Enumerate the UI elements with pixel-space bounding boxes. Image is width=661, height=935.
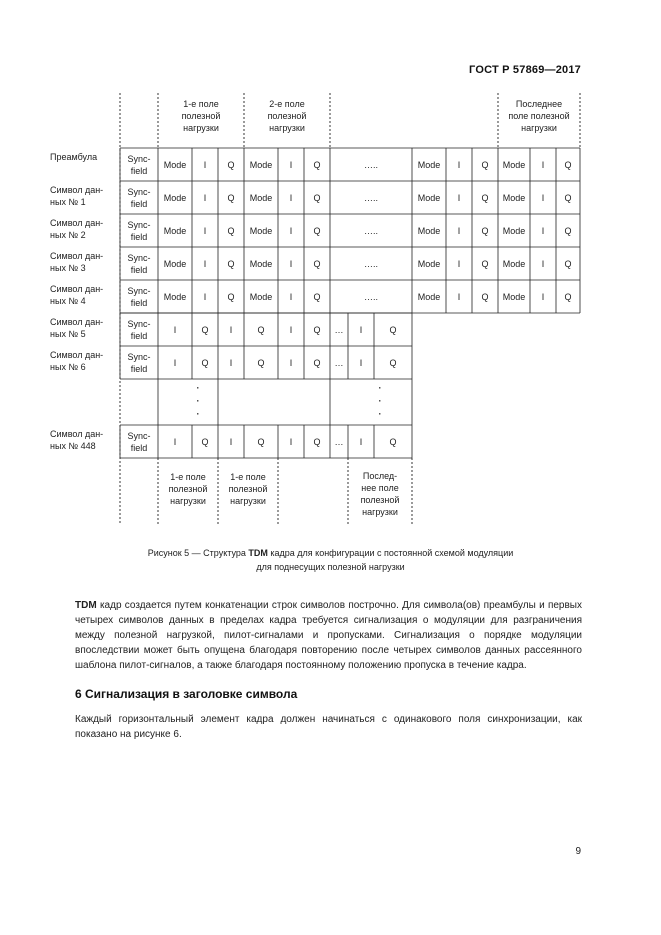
row-label-line: ных № 5 bbox=[50, 329, 86, 339]
ellipsis-cell bbox=[330, 425, 348, 458]
mode-cell bbox=[498, 181, 530, 214]
row-label-6 bbox=[50, 349, 120, 373]
mode-cell-line: Mode bbox=[249, 258, 273, 269]
mode-cell-line: Mode bbox=[163, 291, 187, 302]
sync-field-cell-line: field bbox=[130, 363, 148, 374]
header-payload-last-line: Последнее bbox=[515, 99, 563, 109]
i-cell bbox=[278, 181, 304, 214]
mode-cell bbox=[498, 148, 530, 181]
mode-cell-line: Mode bbox=[163, 258, 187, 269]
mode-cell bbox=[412, 214, 446, 247]
q-cell-line: Q bbox=[313, 192, 321, 203]
caption-bold: TDM bbox=[248, 548, 268, 558]
i-cell bbox=[278, 280, 304, 313]
i-cell bbox=[530, 181, 556, 214]
ellipsis-cell-line: ….. bbox=[363, 291, 378, 302]
sync-field-cell-line: Sync- bbox=[127, 351, 151, 362]
sync-field-cell-line: field bbox=[130, 165, 148, 176]
q-cell-line: Q bbox=[564, 225, 572, 236]
mode-cell bbox=[412, 247, 446, 280]
mode-cell bbox=[244, 181, 278, 214]
i-cell bbox=[446, 181, 472, 214]
q-cell bbox=[556, 280, 580, 313]
row-label-line: Символ дан- bbox=[50, 350, 104, 360]
header-payload-2-line: 2-е поле bbox=[269, 99, 305, 109]
q-cell bbox=[472, 247, 498, 280]
mode-cell-line: Mode bbox=[163, 225, 187, 236]
row-label-line: ных № 448 bbox=[50, 441, 96, 451]
row-label-line: Символ дан- bbox=[50, 317, 104, 327]
paragraph-tdm-text: кадр создается путем конкатенации строк символов построчно. Для символа(ов) преамбулы и первых четырех символов данных в пределах кадра требуется сигнализация о модуляции для разграничения между полезной нагрузкой, пилот-сигналами и пропусками. Сигнализация о порядке модуляции впоследствии может быть опущена благодаря повторению после четырех символов данных рассеянного шаблона пилот-сигналов, а также благодаря постоянному положению пропуска в течение кадра. bbox=[75, 600, 582, 671]
i-cell bbox=[278, 313, 304, 346]
q-cell bbox=[244, 346, 278, 379]
row-label-0 bbox=[50, 151, 120, 163]
i-cell-line: I bbox=[541, 225, 545, 236]
page-number: 9 bbox=[575, 846, 581, 857]
mode-cell-line: Mode bbox=[502, 192, 526, 203]
q-cell bbox=[472, 214, 498, 247]
paragraph-tdm-bold: TDM bbox=[75, 600, 97, 611]
ellipsis-cell bbox=[330, 181, 412, 214]
ellipsis-cell-line: ….. bbox=[363, 192, 378, 203]
q-cell-line: Q bbox=[227, 291, 235, 302]
i-cell bbox=[192, 181, 218, 214]
q-cell-line: Q bbox=[257, 357, 265, 368]
figure-caption bbox=[0, 546, 661, 574]
i-cell bbox=[446, 280, 472, 313]
sync-field-cell-line: field bbox=[130, 231, 148, 242]
i-cell-line: I bbox=[229, 357, 233, 368]
row-label-3 bbox=[50, 250, 120, 274]
header-payload-1-line: 1-е поле bbox=[183, 99, 219, 109]
header-payload-last bbox=[498, 96, 580, 136]
row-label-line: ных № 4 bbox=[50, 296, 86, 306]
i-cell bbox=[218, 313, 244, 346]
ellipsis-cell bbox=[330, 148, 412, 181]
footer-payload-2-line: нагрузки bbox=[230, 496, 266, 506]
mode-cell-line: Mode bbox=[417, 258, 441, 269]
q-cell-line: Q bbox=[481, 225, 489, 236]
q-cell-line: Q bbox=[564, 159, 572, 170]
footer-payload-1-line: нагрузки bbox=[170, 496, 206, 506]
i-cell-line: I bbox=[229, 436, 233, 447]
q-cell-line: Q bbox=[481, 258, 489, 269]
mode-cell-line: Mode bbox=[249, 192, 273, 203]
ellipsis-cell bbox=[330, 214, 412, 247]
mode-cell bbox=[498, 247, 530, 280]
sync-field-cell bbox=[120, 346, 158, 379]
i-cell-line: I bbox=[457, 192, 461, 203]
ellipsis-cell bbox=[330, 313, 348, 346]
i-cell bbox=[218, 425, 244, 458]
q-cell bbox=[218, 280, 244, 313]
sync-field-cell bbox=[120, 181, 158, 214]
q-cell-line: Q bbox=[201, 436, 209, 447]
q-cell bbox=[472, 181, 498, 214]
q-cell bbox=[244, 313, 278, 346]
i-cell-line: I bbox=[203, 192, 207, 203]
q-cell-line: Q bbox=[227, 159, 235, 170]
i-cell-line: I bbox=[457, 258, 461, 269]
sync-field-cell-line: field bbox=[130, 297, 148, 308]
q-cell bbox=[374, 425, 412, 458]
i-cell bbox=[530, 247, 556, 280]
q-cell bbox=[218, 214, 244, 247]
i-cell bbox=[192, 148, 218, 181]
footer-payload-last-line: нее поле bbox=[361, 483, 399, 493]
mode-cell-line: Mode bbox=[502, 291, 526, 302]
q-cell bbox=[304, 181, 330, 214]
header-payload-last-line: нагрузки bbox=[521, 123, 557, 133]
footer-payload-2-line: 1-е поле bbox=[230, 472, 266, 482]
sync-field-cell bbox=[120, 280, 158, 313]
i-cell bbox=[158, 313, 192, 346]
q-cell-line: Q bbox=[564, 291, 572, 302]
mode-cell bbox=[412, 181, 446, 214]
q-cell bbox=[556, 148, 580, 181]
i-cell bbox=[530, 280, 556, 313]
q-cell bbox=[556, 214, 580, 247]
q-cell-line: Q bbox=[227, 258, 235, 269]
mode-cell-line: Mode bbox=[417, 225, 441, 236]
q-cell bbox=[374, 313, 412, 346]
i-cell bbox=[446, 214, 472, 247]
vertical-dot: · bbox=[378, 396, 382, 406]
i-cell-line: I bbox=[541, 258, 545, 269]
q-cell bbox=[304, 214, 330, 247]
row-label-line: ных № 1 bbox=[50, 197, 86, 207]
mode-cell-line: Mode bbox=[502, 258, 526, 269]
header-payload-last-line: поле полезной bbox=[508, 111, 570, 121]
q-cell-line: Q bbox=[227, 192, 235, 203]
i-cell bbox=[218, 346, 244, 379]
q-cell bbox=[304, 247, 330, 280]
row-label-line: Символ дан- bbox=[50, 218, 104, 228]
caption-line2: для поднесущих полезной нагрузки bbox=[256, 562, 405, 572]
vertical-dot: · bbox=[196, 409, 200, 419]
row-label-4 bbox=[50, 283, 120, 307]
i-cell bbox=[446, 148, 472, 181]
footer-payload-last-line: Послед- bbox=[362, 471, 398, 481]
sync-field-cell bbox=[120, 425, 158, 458]
i-cell-line: I bbox=[457, 291, 461, 302]
row-label-5 bbox=[50, 316, 120, 340]
row-label-1 bbox=[50, 184, 120, 208]
sync-field-cell bbox=[120, 247, 158, 280]
ellipsis-cell-line: ….. bbox=[363, 225, 378, 236]
header-payload-1 bbox=[158, 96, 244, 136]
i-cell bbox=[278, 214, 304, 247]
footer-payload-last-line: нагрузки bbox=[362, 507, 398, 517]
caption-suffix: кадра для конфигурации с постоянной схемой модуляции bbox=[267, 548, 514, 558]
i-cell-line: I bbox=[289, 225, 293, 236]
q-cell-line: Q bbox=[481, 291, 489, 302]
ellipsis-cell-line: … bbox=[334, 436, 344, 447]
q-cell bbox=[374, 346, 412, 379]
sync-field-cell-line: Sync- bbox=[127, 219, 151, 230]
i-cell bbox=[278, 148, 304, 181]
ellipsis-cell bbox=[330, 346, 348, 379]
i-cell bbox=[192, 247, 218, 280]
mode-cell bbox=[244, 148, 278, 181]
header-payload-2-line: нагрузки bbox=[269, 123, 305, 133]
q-cell bbox=[472, 148, 498, 181]
q-cell-line: Q bbox=[313, 225, 321, 236]
q-cell bbox=[218, 148, 244, 181]
i-cell bbox=[192, 280, 218, 313]
i-cell bbox=[278, 425, 304, 458]
i-cell-line: I bbox=[289, 258, 293, 269]
ellipsis-cell-line: … bbox=[334, 324, 344, 335]
i-cell bbox=[278, 247, 304, 280]
q-cell bbox=[556, 247, 580, 280]
i-cell-line: I bbox=[359, 436, 363, 447]
i-cell bbox=[348, 425, 374, 458]
q-cell-line: Q bbox=[201, 357, 209, 368]
i-cell-line: I bbox=[541, 159, 545, 170]
q-cell bbox=[304, 313, 330, 346]
sync-field-cell-line: field bbox=[130, 198, 148, 209]
header-payload-2 bbox=[244, 96, 330, 136]
mode-cell-line: Mode bbox=[417, 159, 441, 170]
footer-payload-1 bbox=[158, 468, 218, 510]
q-cell-line: Q bbox=[389, 436, 397, 447]
ellipsis-cell bbox=[330, 280, 412, 313]
row-label-line: ных № 6 bbox=[50, 362, 86, 372]
q-cell bbox=[244, 425, 278, 458]
mode-cell bbox=[158, 181, 192, 214]
mode-cell-line: Mode bbox=[417, 291, 441, 302]
row-label-line: Символ дан- bbox=[50, 185, 104, 195]
q-cell-line: Q bbox=[313, 436, 321, 447]
section-heading: 6 Сигнализация в заголовке символа bbox=[75, 687, 298, 701]
sync-field-cell-line: Sync- bbox=[127, 285, 151, 296]
mode-cell-line: Mode bbox=[417, 192, 441, 203]
i-cell bbox=[446, 247, 472, 280]
q-cell-line: Q bbox=[481, 192, 489, 203]
q-cell bbox=[556, 181, 580, 214]
mode-cell bbox=[244, 280, 278, 313]
row-label-line: Символ дан- bbox=[50, 429, 104, 439]
row-label-line: Преамбула bbox=[50, 152, 98, 162]
vertical-dot: · bbox=[378, 383, 382, 393]
sync-field-cell-line: Sync- bbox=[127, 186, 151, 197]
mode-cell-line: Mode bbox=[249, 159, 273, 170]
mode-cell bbox=[412, 280, 446, 313]
sync-field-cell-line: Sync- bbox=[127, 153, 151, 164]
footer-payload-2-line: полезной bbox=[228, 484, 268, 494]
i-cell bbox=[530, 214, 556, 247]
i-cell-line: I bbox=[457, 159, 461, 170]
i-cell-line: I bbox=[359, 324, 363, 335]
i-cell bbox=[158, 425, 192, 458]
ellipsis-cell-line: ….. bbox=[363, 159, 378, 170]
mode-cell bbox=[412, 148, 446, 181]
ellipsis-cell bbox=[330, 247, 412, 280]
q-cell-line: Q bbox=[227, 225, 235, 236]
sync-field-cell-line: Sync- bbox=[127, 318, 151, 329]
q-cell bbox=[192, 425, 218, 458]
i-cell-line: I bbox=[289, 159, 293, 170]
mode-cell bbox=[498, 214, 530, 247]
q-cell bbox=[304, 425, 330, 458]
mode-cell-line: Mode bbox=[249, 225, 273, 236]
document-id: ГОСТ Р 57869—2017 bbox=[469, 64, 581, 76]
mode-cell bbox=[158, 247, 192, 280]
footer-payload-last-line: полезной bbox=[360, 495, 400, 505]
ellipsis-cell-line: ….. bbox=[363, 258, 378, 269]
footer-payload-1-line: полезной bbox=[168, 484, 208, 494]
ellipsis-cell-line: … bbox=[334, 357, 344, 368]
mode-cell-line: Mode bbox=[502, 159, 526, 170]
i-cell bbox=[530, 148, 556, 181]
q-cell bbox=[304, 346, 330, 379]
i-cell-line: I bbox=[173, 436, 177, 447]
row-label-line: ных № 2 bbox=[50, 230, 86, 240]
mode-cell-line: Mode bbox=[163, 192, 187, 203]
q-cell-line: Q bbox=[313, 324, 321, 335]
mode-cell bbox=[244, 247, 278, 280]
mode-cell-line: Mode bbox=[502, 225, 526, 236]
i-cell-line: I bbox=[289, 192, 293, 203]
sync-field-cell-line: field bbox=[130, 330, 148, 341]
i-cell-line: I bbox=[173, 357, 177, 368]
q-cell-line: Q bbox=[313, 357, 321, 368]
q-cell-line: Q bbox=[313, 159, 321, 170]
i-cell bbox=[192, 214, 218, 247]
row-label-line: Символ дан- bbox=[50, 251, 104, 261]
header-payload-1-line: нагрузки bbox=[183, 123, 219, 133]
i-cell-line: I bbox=[541, 291, 545, 302]
mode-cell bbox=[498, 280, 530, 313]
i-cell-line: I bbox=[359, 357, 363, 368]
mode-cell-line: Mode bbox=[163, 159, 187, 170]
i-cell-line: I bbox=[173, 324, 177, 335]
q-cell-line: Q bbox=[564, 258, 572, 269]
caption-prefix: Рисунок 5 — Структура bbox=[147, 548, 249, 558]
q-cell-line: Q bbox=[481, 159, 489, 170]
q-cell bbox=[472, 280, 498, 313]
vertical-dot: · bbox=[196, 396, 200, 406]
row-label-line: ных № 3 bbox=[50, 263, 86, 273]
header-payload-2-line: полезной bbox=[267, 111, 307, 121]
i-cell-line: I bbox=[229, 324, 233, 335]
header-payload-1-line: полезной bbox=[181, 111, 221, 121]
q-cell-line: Q bbox=[257, 324, 265, 335]
q-cell-line: Q bbox=[389, 324, 397, 335]
row-label-line: Символ дан- bbox=[50, 284, 104, 294]
footer-payload-2 bbox=[218, 468, 278, 510]
paragraph-tdm bbox=[75, 598, 582, 673]
q-cell-line: Q bbox=[257, 436, 265, 447]
q-cell bbox=[218, 247, 244, 280]
q-cell-line: Q bbox=[201, 324, 209, 335]
i-cell-line: I bbox=[289, 436, 293, 447]
i-cell bbox=[348, 346, 374, 379]
vertical-dot: · bbox=[196, 383, 200, 393]
q-cell-line: Q bbox=[313, 258, 321, 269]
mode-cell-line: Mode bbox=[249, 291, 273, 302]
paragraph-sync: Каждый горизонтальный элемент кадра должен начинаться с одинакового поля синхронизации, как показано на рисунке 6. bbox=[75, 714, 582, 740]
mode-cell bbox=[158, 214, 192, 247]
mode-cell bbox=[158, 148, 192, 181]
i-cell-line: I bbox=[289, 357, 293, 368]
i-cell bbox=[348, 313, 374, 346]
row-label-2 bbox=[50, 217, 120, 241]
sync-field-cell-line: Sync- bbox=[127, 252, 151, 263]
i-cell bbox=[158, 346, 192, 379]
q-cell-line: Q bbox=[564, 192, 572, 203]
i-cell-line: I bbox=[203, 225, 207, 236]
i-cell-line: I bbox=[289, 324, 293, 335]
q-cell bbox=[192, 313, 218, 346]
q-cell-line: Q bbox=[313, 291, 321, 302]
sync-field-cell bbox=[120, 214, 158, 247]
vertical-dot: · bbox=[378, 409, 382, 419]
mode-cell bbox=[158, 280, 192, 313]
q-cell bbox=[218, 181, 244, 214]
footer-payload-last bbox=[348, 466, 412, 522]
sync-field-cell-line: Sync- bbox=[127, 430, 151, 441]
i-cell-line: I bbox=[203, 291, 207, 302]
i-cell-line: I bbox=[457, 225, 461, 236]
i-cell-line: I bbox=[203, 258, 207, 269]
q-cell bbox=[192, 346, 218, 379]
row-label-7 bbox=[50, 428, 120, 452]
sync-field-cell bbox=[120, 313, 158, 346]
q-cell bbox=[304, 148, 330, 181]
sync-field-cell bbox=[120, 148, 158, 181]
i-cell-line: I bbox=[289, 291, 293, 302]
i-cell-line: I bbox=[203, 159, 207, 170]
i-cell-line: I bbox=[541, 192, 545, 203]
q-cell bbox=[304, 280, 330, 313]
footer-payload-1-line: 1-е поле bbox=[170, 472, 206, 482]
mode-cell bbox=[244, 214, 278, 247]
sync-field-cell-line: field bbox=[130, 264, 148, 275]
i-cell bbox=[278, 346, 304, 379]
sync-field-cell-line: field bbox=[130, 442, 148, 453]
q-cell-line: Q bbox=[389, 357, 397, 368]
